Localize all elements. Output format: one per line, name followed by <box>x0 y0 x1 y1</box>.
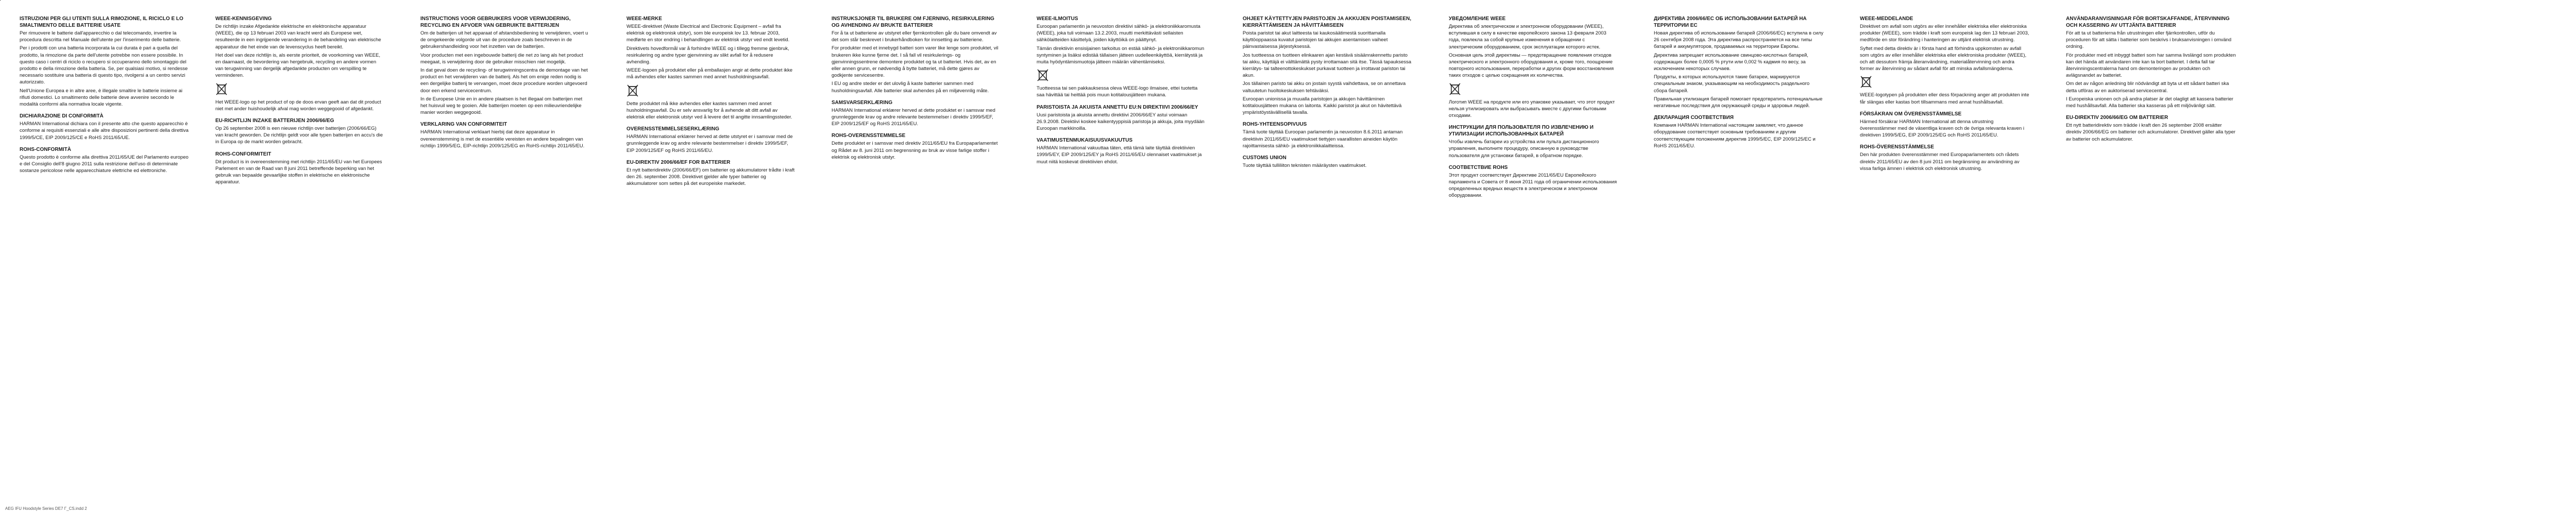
paragraph: Syftet med detta direktiv är i första hand att förhindra uppkomsten av avfall som utgörs av eller innehåller elektriska eller elektroniska produkter (WEEE), och att dessutom främja återanvändning, materialåtervinning och andra former av återvinning av sådant avfall för att minska avfallsmängderna. <box>1860 45 2027 72</box>
column-title: ANVÄNDARANVISNINGAR FÖR BORTSKAFFANDE, ÅTERVINNING OCH KASSERING AV UTTJÄNTA BATTERIER <box>2066 16 2230 28</box>
paragraph: Tuotteessa tai sen pakkauksessa oleva WEEE-logo ilmaisee, ettei tuotetta saa hävittää tai heittää pois muun kotitalousjätteen mukana. <box>1037 85 1198 98</box>
paragraph: Новая директива об использовании батарей (2006/66/EC) вступила в силу 26 сентября 2008 года. Эта директива распространяется на все типы батарей и аккумуляторов, продаваемых на территории Европы. <box>1654 30 1824 50</box>
paragraph: Om de batterijen uit het apparaat of afstandsbediening te verwijderen, voert u de omgekeerde volgorde uit van de procedure zoals beschreven in de gebruikershandleiding voor het inzetten van de batterijen. <box>420 30 588 50</box>
paragraph: WEEE-direktivet (Waste Electrical and Electronic Equipment – avfall fra elektrisk og elektronisk utstyr), som ble europeisk lov 13. februar 2003, medførte en stor endring i behandlingen av elektrisk utstyr ved endt levetid. <box>626 24 790 43</box>
column-title: WEEE-MERKE <box>626 16 662 22</box>
section-heading: CUSTOMS UNION <box>1243 155 1286 161</box>
paragraph: Правильная утилизация батарей помогает предотвратить потенциальные негативные последствия для окружающей среды и здоровья людей. <box>1654 96 1823 109</box>
column-finnish-weee <box>1037 15 1207 494</box>
crop-mark <box>0 0 1 1</box>
paragraph: I Europeiska unionen och på andra platser är det olagligt att kassera batterier med hushållsavfall. Alla batterier ska kasseras på ett miljövänligt sätt. <box>2066 96 2233 109</box>
paragraph: Компания HARMAN International настоящим заявляет, что данное оборудование соответствует основным требованиям и другим соответствующим положениям директив 1999/5/EC, EIP 2009/125/EC и RoHS 2011/65/EU. <box>1654 123 1816 149</box>
section-heading: ROHS-ÖVERENSSTÄMMELSE <box>1860 144 1934 150</box>
paragraph: In dat geval doen de recycling- of terugwinningscentra de demontage van het product en het verwijderen van de batterij. Als het om enige reden nodig is een dergelijke batterij te vervangen, moet deze procedure worden uitgevoerd door een erkend servicecentrum. <box>420 67 588 94</box>
section-heading: ROHS-YHTEENSOPIVUUS <box>1243 122 1307 128</box>
paragraph: Основная цель этой директивы — предотвращение появления отходов электрического и электронного оборудования и, кроме того, поощрение повторного использования, переработки и других форм восстановления таких отходов с целью сокращения их количества. <box>1449 52 1614 79</box>
paragraph: Этот продукт соответствует Директиве 2011/65/EU Европейского парламента и Совета от 8 июня 2011 года об ограничении использования определенных вредных веществ в электрическом и электронном оборудовании. <box>1449 172 1617 199</box>
paragraph: Nell'Unione Europea e in altre aree, è illegale smaltire le batterie insieme ai rifiuti domestici. Lo smaltimento delle batterie deve avvenire secondo le modalità conformi alla normativa locale vigente. <box>20 88 183 108</box>
crossed-bin-icon <box>1037 68 1049 82</box>
paragraph: HARMAN International vakuuttaa täten, että tämä laite täyttää direktiivien 1999/5/EY, EIP 2009/125/EY ja RoHS 2011/65/EU olennaiset vaatimukset ja muut niitä koskevat direktiivien ehdot. <box>1037 145 1202 165</box>
paragraph: Questo prodotto è conforme alla direttiva 2011/65/UE del Parlamento europeo e del Consiglio dell'8 giugno 2011 sulla restrizione dell'uso di determinate sostanze pericolose nelle apparecchiature elettriche ed elettroniche. <box>20 154 189 174</box>
paragraph: Tämä tuote täyttää Euroopan parlamentin ja neuvoston 8.6.2011 antaman direktiivin 2011/65/EU vaatimukset tiettyjen vaarallisten aineiden käytön rajoittamisesta sähkö- ja elektroniikkalaitteissa. <box>1243 129 1403 149</box>
paragraph: Den här produkten överensstämmer med Europaparlamentets och rådets direktiv 2011/65/EU av den 8 juni 2011 om begränsning av användning av vissa farliga ämnen i elektrisk och elektronisk utrustning. <box>1860 152 2020 172</box>
column-swedish-weee <box>1860 15 2030 494</box>
column-title: WEEE-KENNISGEVING <box>215 16 272 22</box>
paragraph: Om det av någon anledning blir nödvändigt att byta ut ett sådant batteri ska detta utföras av en auktoriserad servicecentral. <box>2066 81 2229 94</box>
paragraph: Директива об электрическом и электронном оборудовании (WEEE), вступившая в силу в качестве европейского закона 13 февраля 2003 года, повлекла за собой крупные изменения в обращении с электрическим оборудованием, срок эксплуатации которого истек. <box>1449 24 1606 50</box>
paragraph: Et nytt batteridirektiv (2006/66/EF) om batterier og akkumulatorer trådte i kraft den 26. september 2008. Direktivet gjelder alle typer batterier og akkumulatorer som settes på det europeiske markedet. <box>626 167 795 187</box>
paragraph: HARMAN International dichiara con il presente atto che questo apparecchio è conforme ai requisiti essenziali e alle altre disposizioni pertinenti della direttiva 1999/5/CE, EIP 2009/125/CE e RoHS 2011/65/UE. <box>20 121 189 141</box>
section-heading: ROHS-OVERENSSTEMMELSE <box>832 133 906 139</box>
column-italian <box>20 15 190 494</box>
column-title: ДИРЕКТИВА 2006/66/EC ОБ ИСПОЛЬЗОВАНИИ БАТАРЕЙ НА ТЕРРИТОРИИ ЕС <box>1654 16 1807 28</box>
section-heading: VERKLARING VAN CONFORMITEIT <box>420 122 507 128</box>
crossed-bin-icon <box>215 82 228 96</box>
section-heading: EU-DIREKTIV 2006/66/EG OM BATTERIER <box>2066 115 2168 121</box>
column-title: УВЕДОМЛЕНИЕ WEEE <box>1449 16 1506 22</box>
section-heading: FÖRSÄKRAN OM ÖVERENSSTÄMMELSE <box>1860 111 1962 117</box>
paragraph: Euroopan parlamentin ja neuvoston direktiivi sähkö- ja elektroniikkaromusta (WEEE), joka tuli voimaan 13.2.2003, muutti merkittävästi sellaisten sähkölaitteiden käsittelyä, joiden käyttöikä on päättynyt. <box>1037 24 1200 43</box>
section-heading: SAMSVARSERKLÆRING <box>832 99 893 106</box>
paragraph: Продукты, в которых используются такие батареи, маркируются специальным знаком, указывающим на необходимость раздельного сбора батарей. <box>1654 74 1810 94</box>
paragraph: In de Europese Unie en in andere plaatsen is het illegaal om batterijen met het huisvuil weg te gooien. Alle batterijen moeten op een milieuvriendelijke manier worden weggegooid. <box>420 96 583 116</box>
column-dutch-batteries <box>420 15 590 494</box>
section-heading: ROHS-CONFORMITEIT <box>215 151 272 157</box>
paragraph: WEEE-logotypen på produkten eller dess förpackning anger att produkten inte får slängas eller kastas bort tillsammans med annat hushållsavfall. <box>1860 92 2029 105</box>
column-swedish-batteries <box>2066 15 2236 494</box>
paragraph: Jos tällainen paristo tai akku on jostain syystä vaihdettava, se on annettava valtuutetun huoltokeskuksen tehtäväksi. <box>1243 81 1406 94</box>
paragraph: Tämän direktiivin ensisijainen tarkoitus on estää sähkö- ja elektroniikkaromun syntyminen ja lisäksi edistää tällaisen jätteen uudelleenkäyttöä, kierrätystä ja muita hyödyntämismuotoja jätteen määrän vähentämiseksi. <box>1037 45 1205 65</box>
crossed-bin-icon <box>1449 82 1461 96</box>
paragraph: For produkter med et innebygd batteri som varer like lenge som produktet, vil brukeren ikke kunne fjerne det. I så fall vil resirkulerings- og gjenvinningssentrene demontere produktet og ta ut batteriet. Hvis det, av en eller annen grunn, er nødvendig å bytte batteriet, må dette gjøres av godkjente servicesentre. <box>832 45 998 79</box>
paragraph: Ett nytt batteridirektiv som trädde i kraft den 26 september 2008 ersätter direktiv 2006/66/EG om batterier och ackumulatorer. Direktivet gäller alla typer av batterier och ackumulatorer. <box>2066 123 2235 142</box>
crossed-bin-icon <box>1860 75 1872 89</box>
paragraph: Direktivets hovedformål var å forhindre WEEE og i tillegg fremme gjenbruk, resirkulering og andre typer gjenvinning av slikt avfall for å redusere avhending. <box>626 45 789 65</box>
paragraph: Uusi paristoista ja akuista annettu direktiivi 2006/66/EY astui voimaan 26.9.2008. Direktiivi koskee kaikentyyppisiä paristoja ja akkuja, joita myydään Euroopan markkinoilla. <box>1037 112 1205 132</box>
column-title: INSTRUKSJONER TIL BRUKERE OM FJERNING, RESIRKULERING OG AVHENDING AV BRUKTE BATTERIER <box>832 16 994 28</box>
paragraph: Dit product is in overeenstemming met richtlijn 2011/65/EU van het Europees Parlement en van de Raad van 8 juni 2011 betreffende beperking van het gebruik van bepaalde gevaarlijke stoffen in elektrische en elektronische apparatuur. <box>215 159 382 185</box>
paragraph: För att ta ut batterierna från utrustningen eller fjärrkontrollen, utför du proceduren för att sätta i batterier som beskrivs i bruksanvisningen i omvänd ordning. <box>2066 30 2232 50</box>
paragraph: Jos tuotteessa on tuotteen elinkaaren ajan kestävä sisäänrakennettu paristo tai akku, käyttäjä ei välttämättä pysty irrottamaan sitä itse. Tässä tapauksessa kierrätys- tai talteenottokeskukset purkavat tuotteen ja irrottavat pariston tai akun. <box>1243 52 1412 79</box>
paragraph: I EU og andre steder er det ulovlig å kaste batterier sammen med husholdningsavfall. Alle batterier skal avhendes på en miljøvennlig måte. <box>832 81 989 94</box>
section-heading: EU-RICHTLIJN INZAKE BATTERIJEN 2006/66/EG <box>215 118 334 124</box>
paragraph: HARMAN International erklærer herved at dette utstyret er i samsvar med de grunnleggende krav og andre relevante bestemmelser i direktiv 1999/5/EF, EIP 2009/125/EF og RoHS 2011/65/EU. <box>626 134 793 153</box>
paragraph: Dette produktet er i samsvar med direktiv 2011/65/EU fra Europaparlamentet og Rådet av 8. juni 2011 om begrensning av bruk av visse farlige stoffer i elektrisk og elektronisk utstyr. <box>832 141 998 160</box>
paragraph: Härmed försäkrar HARMAN International att denna utrustning överensstämmer med de väsentliga kraven och de övriga relevanta kraven i direktiven 1999/5/EG, EIP 2009/125/EG och RoHS 2011/65/EU. <box>1860 118 2024 139</box>
column-title: OHJEET KÄYTETTYJEN PARISTOJEN JA AKKUJEN POISTAMISEEN, KIERRÄTTÄMISEEN JA HÄVITTÄMISEEN <box>1243 16 1412 28</box>
section-heading: ИНСТРУКЦИИ ДЛЯ ПОЛЬЗОВАТЕЛЯ ПО ИЗВЛЕЧЕНИЮ И УТИЛИЗАЦИИ ИСПОЛЬЗОВАННЫХ БАТАРЕЙ <box>1449 125 1594 138</box>
section-heading: ДЕКЛАРАЦИЯ СООТВЕТСТВИЯ <box>1654 115 1734 121</box>
column-title: WEEE-MEDDELANDE <box>1860 16 1913 22</box>
column-finnish-batteries <box>1243 15 1413 494</box>
column-russian-weee <box>1449 15 1619 494</box>
column-title: INSTRUCTIONS VOOR GEBRUIKERS VOOR VERWIJDERING, RECYCLING EN AFVOER VAN GEBRUIKTE BATTERIJEN <box>420 16 571 28</box>
paragraph: WEEE-logoen på produktet eller på emballasjen angir at dette produktet ikke må avhendes eller kastes sammen med annet husholdningsavfall. <box>626 67 793 80</box>
paragraph: Euroopan unionissa ja muualla paristojen ja akkujen hävittäminen kotitalousjätteen mukana on laitonta. Kaikki paristot ja akut on hävitettävä ympäristöystävällisellä tavalla. <box>1243 96 1402 116</box>
paragraph: Директива запрещает использование свинцово-кислотных батарей, содержащих более 0,0005 % ртути или 0,002 % кадмия по весу, за исключением некоторых случаев. <box>1654 52 1808 72</box>
paragraph: Het WEEE-logo op het product of op de doos ervan geeft aan dat dit product niet met ander huishoudelijk afval mag worden weggegooid of afgedankt. <box>215 99 381 112</box>
section-heading: СООТВЕТСТВИЕ ROHS <box>1449 164 1508 170</box>
paragraph: Dette produktet må ikke avhendes eller kastes sammen med annet husholdningsavfall. Du er selv ansvarlig for å avhende alt ditt avfall av elektrisk eller elektronisk utstyr ved å levere det til angitte innsamlingssteder. <box>626 100 792 121</box>
paragraph: Чтобы извлечь батареи из устройства или пульта дистанционного управления, выполните процедуру, описанную в руководстве пользователя для установки батарей, в обратном порядке. <box>1449 139 1599 159</box>
paragraph: Per i prodotti con una batteria incorporata la cui durata è pari a quella del prodotto, la rimozione da parte dell'utente potrebbe non essere possibile. In questo caso i centri di riciclo o recupero si occuperanno dello smontaggio del prodotto e della rimozione della batteria. Se, per qualsiasi motivo, si rendesse necessario sostituire una batteria di questo tipo, rivolgersi a un centro servizi autorizzato. <box>20 45 188 85</box>
column-title: ISTRUZIONI PER GLI UTENTI SULLA RIMOZIONE, IL RICICLO E LO SMALTIMENTO DELLE BATTERIE USATE <box>20 16 183 28</box>
paragraph: För produkter med ett inbyggt batteri som har samma livslängd som produkten kan det hända att användaren inte kan ta bort batteriet. I detta fall tar återvinningscentralerna hand om demonteringen av produkten och avlägsnandet av batteriet. <box>2066 52 2236 79</box>
paragraph: Per rimuovere le batterie dall'apparecchio o dal telecomando, invertire la procedura descritta nel Manuale dell'utente per l'inserimento delle batterie. <box>20 30 181 43</box>
column-russian-batteries <box>1654 15 1824 494</box>
paragraph: Het doel van deze richtlijn is, als eerste prioriteit, de voorkoming van WEEE, en daarnaast, de bevordering van hergebruik, recycling en andere vormen van terugwinning van dergelijk afgedankte producten om verspilling te verminderen. <box>215 52 380 79</box>
crossed-bin-icon <box>626 84 639 97</box>
column-norwegian-weee <box>626 15 796 494</box>
paragraph: De richtlijn inzake Afgedankte elektrische en elektronische apparatuur (WEEE), die op 13 februari 2003 van kracht werd als Europese wet, resulteerde in een ingrijpende verandering in de behandeling van elektrische apparatuur die het einde van de levenscyclus heeft bereikt. <box>215 24 381 50</box>
footer-left: AEG IFU Hoodstyle Series DE7 Γ_CS.indd 2 <box>5 506 87 511</box>
paragraph: Poista paristot tai akut laitteesta tai kaukosäätimestä suorittamalla käyttöoppaassa kuvatut paristojen tai akkujen asentamisen vaiheet päinvastaisessa järjestyksessä. <box>1243 30 1388 50</box>
paragraph: For å ta ut batteriene av utstyret eller fjernkontrollen går du bare omvendt av det som står beskrevet i brukerhåndboken for innsetting av batteriene. <box>832 30 997 43</box>
paragraph: Tuote täyttää tulliliiton teknisten määräysten vaatimukset. <box>1243 163 1367 169</box>
paragraph: HARMAN International verklaart hierbij dat deze apparatuur in overeenstemming is met de essentiële vereisten en andere bepalingen van richtlijn 1999/5/EG, EIP-richtlijn 2009/125/EG en RoHS-richtlijn 2011/65/EU. <box>420 129 585 149</box>
paragraph: Логотип WEEE на продукте или его упаковке указывает, что этот продукт нельзя утилизировать или выбрасывать вместе с другими бытовыми отходами. <box>1449 99 1615 119</box>
section-heading: OVERENSSTEMMELSESERKLÆRING <box>626 126 720 132</box>
column-norwegian-batteries <box>832 15 1002 494</box>
paragraph: Op 26 september 2008 is een nieuwe richtlijn over batterijen (2006/66/EG) van kracht geworden. De richtlijn geldt voor alle typen batterijen en accu's die in Europa op de markt worden gebracht. <box>215 126 383 145</box>
paragraph: Voor producten met een ingebouwde batterij die net zo lang als het product meegaat, is verwijdering door de gebruiker misschien niet mogelijk. <box>420 52 583 65</box>
paragraph: HARMAN International erklærer herved at dette produktet er i samsvar med grunnleggende krav og andre relevante bestemmelser i direktiv 1999/5/EF, EIP 2009/125/EF og RoHS 2011/65/EU. <box>832 107 995 127</box>
section-heading: VAATIMUSTENMUKAISUUSVAKUUTUS <box>1037 138 1133 144</box>
section-heading: ROHS-CONFORMITÀ <box>20 146 71 152</box>
column-dutch-weee <box>215 15 385 494</box>
section-heading: PARISTOISTA JA AKUISTA ANNETTU EU:N DIREKTIIVI 2006/66/EY <box>1037 104 1198 110</box>
section-heading: EU-DIREKTIV 2006/66/EF FOR BATTERIER <box>626 159 731 165</box>
section-heading: DICHIARAZIONE DI CONFORMITÀ <box>20 113 104 119</box>
paragraph: Direktivet om avfall som utgörs av eller innehåller elektriska eller elektroniska produkter (WEEE), som trädde i kraft som europeisk lag den 13 februari 2003, medförde en stor förändring i hanteringen av uttjänt elektrisk utrustning. <box>1860 24 2029 43</box>
column-title: WEEE-ILMOITUS <box>1037 16 1078 22</box>
